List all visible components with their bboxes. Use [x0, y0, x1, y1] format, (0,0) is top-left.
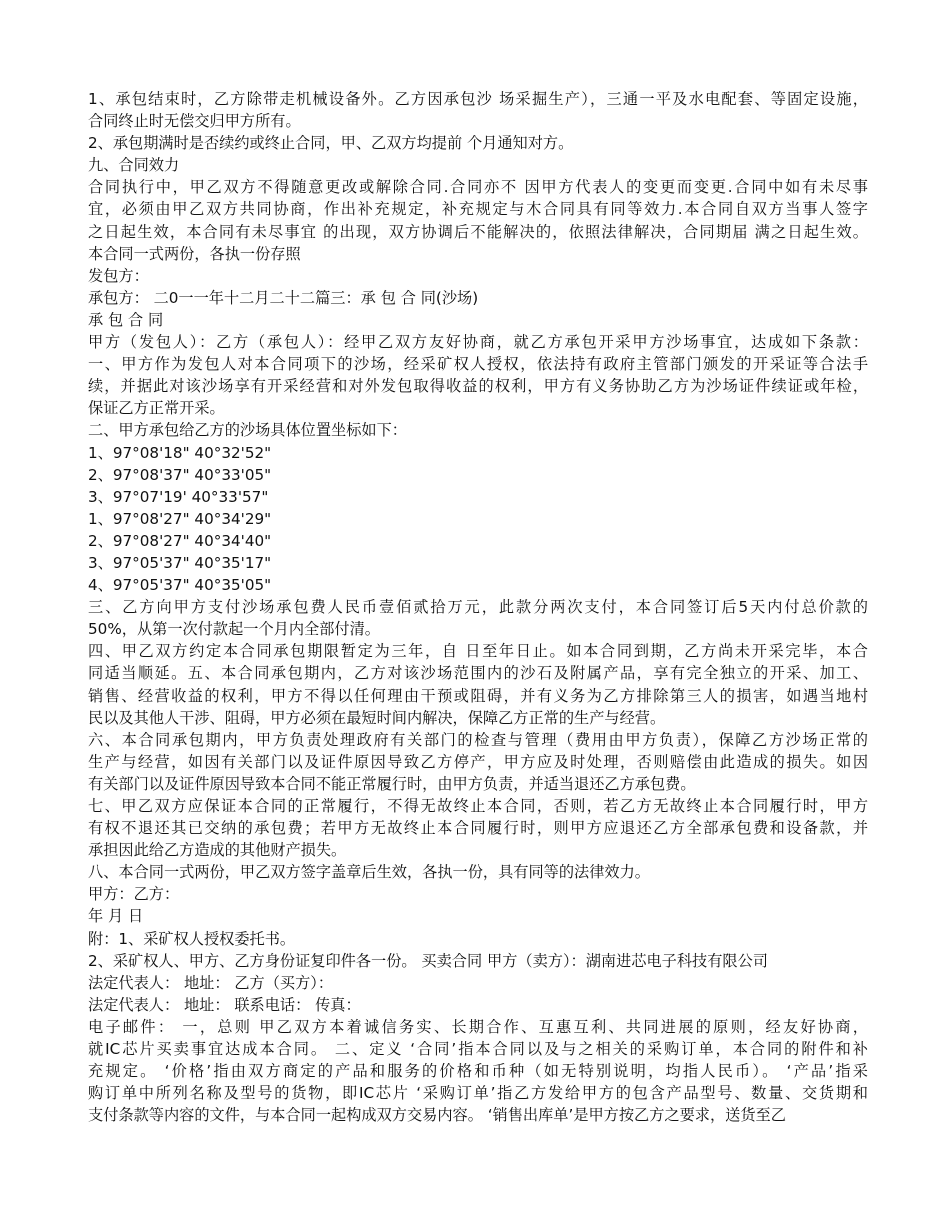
- text-line: 发包方：: [88, 266, 149, 285]
- coordinate-line: 3、97°07'19' 40°33'57": [88, 487, 269, 506]
- coordinate-line: 1、97°08'27" 40°34'29": [88, 509, 272, 528]
- coordinate-line: 3、97°05'37" 40°35'17": [88, 553, 272, 572]
- text-line: 甲方（发包人）：乙方（承包人）：经甲乙双方友好协商，就乙方承包开采甲方沙场事宜，达成如下条款：: [88, 333, 868, 352]
- text-line: 1、承包结束时，乙方除带走机械设备外。乙方因承包沙 场采掘生产），三通一平及水电配套、等固定设施，: [88, 90, 868, 108]
- coordinate-line: 4、97°05'37" 40°35'05": [88, 576, 272, 595]
- text-line: 承包方： 二0一一年十二月二十二篇三：承 包 合 同(沙场): [88, 288, 479, 307]
- text-line: 合同执行中，甲乙双方不得随意更改或解除合同.合同亦不 因甲方代表人的变更而变更.合同中如有未尽事: [88, 178, 868, 197]
- text-line: 宜，必须由甲乙双方共同协商，作出补充规定，补充规定与木合同具有同等效力.本合同自双方当事人签字: [88, 200, 868, 219]
- text-line: 合同终止时无偿交归甲方所有。: [88, 112, 301, 131]
- text-line: 就IC芯片买卖事宜达成本合同。 二、定义 ‘合同’指本合同以及与之相关的采购订单，本合同的附件和补: [88, 1040, 868, 1059]
- text-line: 八、本合同一式两份，甲乙双方签字盖章后生效，各执一份，具有同等的法律效力。: [88, 863, 650, 882]
- signature-line: 甲方：乙方：: [88, 885, 180, 904]
- text-line: 有权不退还其已交纳的承包费；若甲方无故终止本合同履行时，则甲方应退还乙方全部承包费和设备款，并: [88, 819, 868, 838]
- text-line: 充规定。 ‘价格’指由双方商定的产品和服务的价格和币种（如无特别说明，均指人民币）。 ‘产品’指采: [88, 1062, 868, 1081]
- text-line: 承担因此给乙方造成的其他财产损失。: [88, 841, 347, 860]
- text-line: 同适当顺延。五、本合同承包期内，乙方对该沙场范围内的沙石及附属产品，享有完全独立的开采、加工、: [88, 664, 868, 683]
- text-line: 四、甲乙双方约定本合同承包期限暂定为三年，自 日至年日止。如本合同到期，乙方尚未开采完毕，本合: [88, 642, 868, 661]
- coordinate-line: 2、97°08'27" 40°34'40": [88, 531, 272, 550]
- party-info-line: 法定代表人： 地址： 乙方（买方）：: [88, 973, 334, 992]
- text-line: 购订单中所列名称及型号的货物，即IC芯片 ‘采购订单’指乙方发给甲方的包含产品型号、数量、交货期和: [88, 1084, 868, 1103]
- attachment-line: 附：1、采矿权人授权委托书。: [88, 929, 296, 948]
- text-line: 2、承包期满时是否续约或终止合同，甲、乙双方均提前 个月通知对方。: [88, 134, 574, 153]
- contract-title: 承 包 合 同: [88, 310, 164, 329]
- text-line: 七、甲乙双方应保证本合同的正常履行，不得无故终止本合同，否则，若乙方无故终止本合同履行时，甲方: [88, 797, 868, 815]
- text-line: 50%，从第一次付款起一个月内全部付清。: [88, 620, 380, 639]
- date-line: 年 月 日: [88, 907, 144, 926]
- text-line: 有关部门以及证件原因导致本合同不能正常履行时，由甲方负责，并适当退还乙方承包费。: [88, 774, 696, 793]
- text-line: 六、本合同承包期内，甲方负责处理政府有关部门的检查与管理（费用由甲方负责），保障乙方沙场正常的: [88, 730, 868, 749]
- text-line: 支付条款等内容的文件，与本合同一起构成双方交易内容。 ‘销售出库单’是甲方按乙方之要求，送货至乙: [88, 1106, 786, 1125]
- text-line: 2、采矿权人、甲方、乙方身份证复印件各一份。 买卖合同 甲方（卖方）：湖南进芯电子科技有限公司: [88, 951, 768, 970]
- coordinate-line: 2、97°08'37" 40°33'05": [88, 465, 272, 484]
- text-line: 二、甲方承包给乙方的沙场具体位置坐标如下：: [88, 421, 407, 440]
- party-info-line: 法定代表人： 地址： 联系电话： 传真：: [88, 995, 361, 1014]
- text-line: 销售、经营收益的权利，甲方不得以任何理由干预或阻碍，并有义务为乙方排除第三人的损害，如遇当地村: [88, 686, 868, 705]
- text-line: 之日起生效，本合同有未尽事宜 的出现，双方协调后不能解决的，依照法律解决，合同期届 满之日起生效。: [88, 222, 868, 241]
- document-page: [88, 88, 868, 1126]
- text-line: 民以及其他人干涉、阻碍，甲方必须在最短时间内解决，保障乙方正常的生产与经营。: [88, 708, 666, 727]
- text-line: 保证乙方正常开采。: [88, 399, 225, 418]
- text-line: 续，并据此对该沙场享有开采经营和对外发包取得收益的权利，甲方有义务协助乙方为沙场证件续证或年检，: [88, 377, 868, 396]
- section-heading: 九、合同效力: [88, 156, 180, 175]
- text-line: 一、甲方作为发包人对本合同项下的沙场，经采矿权人授权，依法持有政府主管部门颁发的开采证等合法手: [88, 355, 868, 374]
- text-line: 生产与经营，如因有关部门以及证件原因导致乙方停产，甲方应及时处理，否则赔偿由此造成的损失。如因: [88, 752, 868, 771]
- coordinate-line: 1、97°08'18" 40°32'52": [88, 443, 272, 462]
- text-line: 本合同一式两份，各执一份存照: [88, 244, 301, 263]
- text-line: 三、乙方向甲方支付沙场承包费人民币壹佰贰拾万元，此款分两次支付，本合同签订后5天内付总价款的: [88, 598, 868, 617]
- text-line: 电子邮件： 一，总则 甲乙双方本着诚信务实、长期合作、互惠互利、共同进展的原则，经友好协商，: [88, 1017, 868, 1036]
